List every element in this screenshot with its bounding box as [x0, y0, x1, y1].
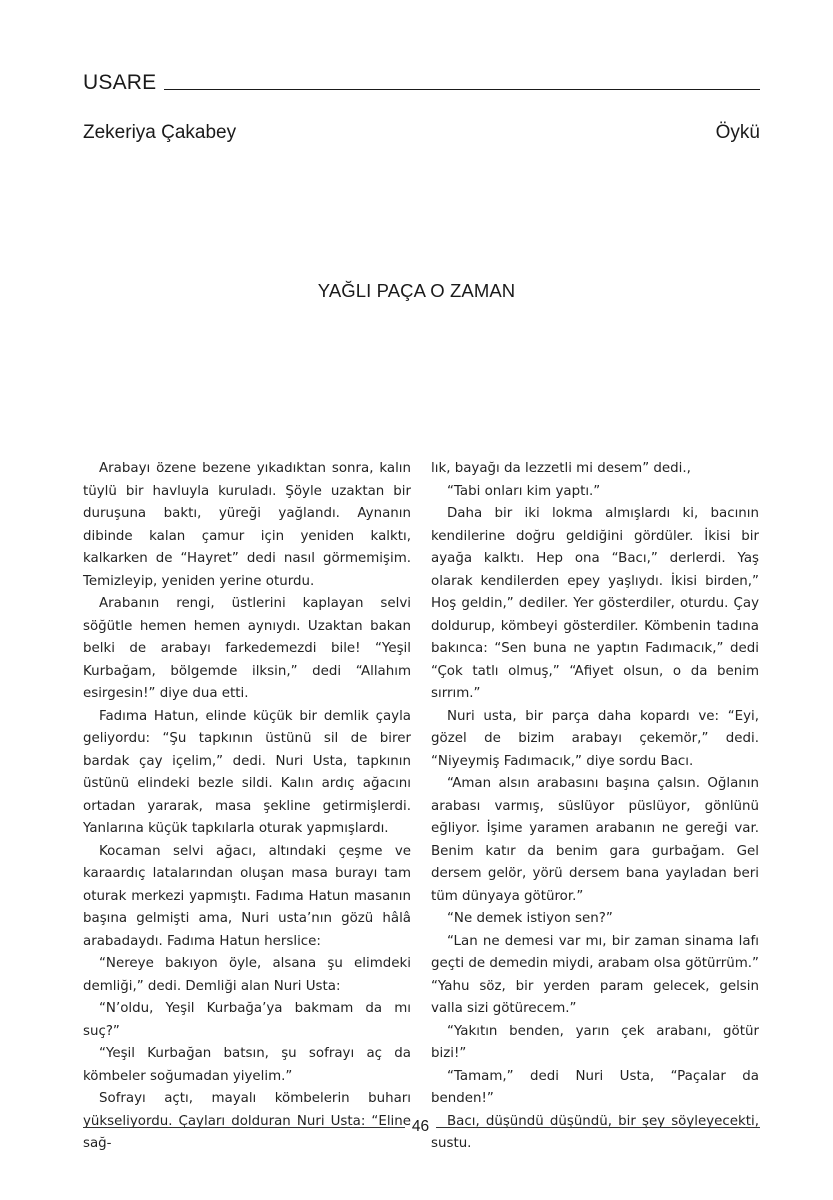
paragraph: Bacı, düşündü düşündü, bir şey söyleyecekti, sustu. [431, 1113, 759, 1151]
footer-rule-right [436, 1127, 760, 1128]
genre-label: Öykü [715, 122, 760, 143]
paragraph: “Nereye bakıyon öyle, alsana şu elimdeki demliği,” dedi. Demliği alan Nuri Usta: [83, 956, 411, 994]
paragraph-continued: lık, bayağı da lezzetli mi desem” dedi., [431, 461, 691, 476]
text-column-right [431, 458, 759, 1156]
paragraph: Arabanın rengi, üstlerini kaplayan selvi söğütle hemen hemen aynıydı. Uzaktan bakan belki de arabayı farkedemezdi bile! “Yeşil Kurbağam, bölgemde ilksin,” dedi “Allahım esirgesin!” diye dua etti. [83, 596, 411, 701]
paragraph: “Tamam,” dedi Nuri Usta, “Paçalar da benden!” [431, 1068, 759, 1106]
header-rule [164, 89, 760, 90]
paragraph: Kocaman selvi ağacı, altındaki çeşme ve karaardıç latalarından oluşan masa burayı tam oturak merkezi yapmıştı. Fadıma Hatun masanın başına gelmişti ama, Nuri usta’nın gözü hâlâ arabadaydı. Fadıma Hatun herslice: [83, 843, 411, 949]
paragraph: Arabayı özene bezene yıkadıktan sonra, kalın tüylü bir havluyla kuruladı. Şöyle uzaktan bir duruşuna baktı, yüreği yağlandı. Aynanın dibinde kalan çamur için yeniden kalktı, kalkarken de “Hayret” dedi nasıl görmemişim. Temizleyip, yeniden yerine oturdu. [83, 461, 411, 589]
text-column-left [83, 458, 411, 1156]
footer-rule-left [83, 1127, 405, 1128]
author-name: Zekeriya Çakabey [83, 122, 237, 143]
page-number: 46 [411, 1118, 430, 1135]
paragraph: “Aman alsın arabasını başına çalsın. Oğlanın arabası varmış, süslüyor püslüyor, gönlünü eğliyor. İşime yaramen arabanın ne gereği var. Benim katır da benim gara gurbağam. Gel dersem gelör, yörü dersem bana yayladan beri tüm dünyaya götüror.” [431, 776, 759, 904]
paragraph: “Lan ne demesi var mı, bir zaman sinama lafı geçti de demedin miydi, arabam olsa götürrüm.” “Yahu söz, bir yerden param gelecek, gelsin valla sizi götürecem.” [431, 933, 759, 1016]
paragraph: “N’oldu, Yeşil Kurbağa’ya bakmam da mı suç?” [83, 1001, 411, 1039]
paragraph: “Yakıtın benden, yarın çek arabanı, götür bizi!” [431, 1023, 759, 1061]
paragraph: “Yeşil Kurbağan batsın, şu sofrayı aç da kömbeler soğumadan yiyelim.” [83, 1046, 411, 1084]
paragraph: “Tabi onları kim yaptı.” [447, 483, 601, 499]
paragraph: Sofrayı açtı, mayalı kömbelerin buharı yükseliyordu. Çayları dolduran Nuri Usta: “Eline sağ- [83, 1091, 411, 1151]
paragraph: Fadıma Hatun, elinde küçük bir demlik çayla geliyordu: “Şu tapkının üstünü sil de birer bardak çay içelim,” dedi. Nuri Usta, tapkının üstünü elindeki bezle sildi. Kalın ardıç ağacını ortadan yararak, masa şekline getirmişlerdi. Yanlarına küçük tapkılarla oturak yapmışlardı. [83, 708, 411, 836]
journal-name: USARE [83, 71, 157, 94]
story-title: YAĞLI PAÇA O ZAMAN [317, 280, 516, 301]
paragraph: Daha bir iki lokma almışlardı ki, bacının kendilerine doğru geldiğini gördüler. İkisi bir ayağa kalktı. Hep ona “Bacı,” derlerdi. Yaş olarak kendilerden epey yaşlıydı. İkisi birden,” Hoş geldin,” dediler. Yer gösterdiler, oturdu. Çay doldurup, kömbeyi gösterdiler. Kömbenin tadına bakınca: “Sen buna ne yaptın Fadımacık,” dedi “Çok tatlı olmuş,” “Afiyet olsun, o da benim sırrım.” [431, 506, 759, 701]
paragraph: Nuri usta, bir parça daha kopardı ve: “Eyi, gözel de bizim arabayı çekemör,” dedi. “Niyeymiş Fadımacık,” diye sordu Bacı. [431, 708, 759, 769]
paragraph: “Ne demek istiyon sen?” [447, 911, 613, 926]
